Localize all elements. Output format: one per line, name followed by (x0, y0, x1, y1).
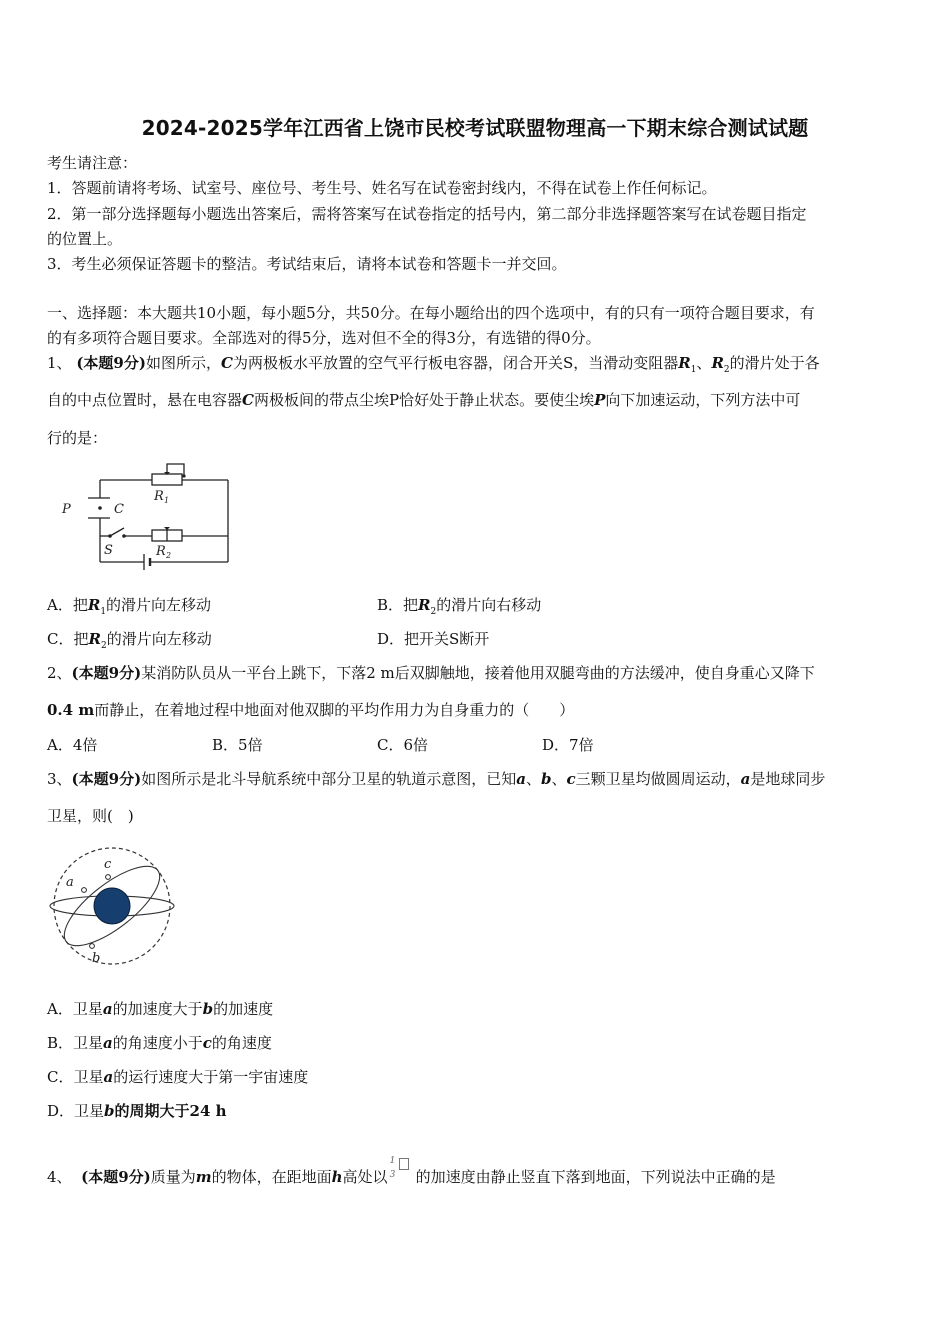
q1-var-r1: R (678, 354, 691, 372)
q2-score: (本题9分) (71, 664, 142, 682)
label-r1: R (154, 489, 164, 504)
q3-option-a[interactable] (47, 998, 273, 1019)
q1-line-1 (47, 352, 820, 375)
switch-contact (108, 534, 112, 538)
q3-sep: 、 (525, 770, 541, 788)
dust-p (98, 506, 102, 510)
option-label: C．卫星 (47, 1068, 104, 1086)
option-text: 的角速度小于 (112, 1034, 203, 1052)
option-label: A．卫星 (47, 1000, 103, 1018)
option-var: b (202, 1000, 214, 1018)
option-text: 的运行速度大于第一宇宙速度 (113, 1068, 309, 1086)
q3-var: a (516, 770, 526, 788)
q1-option-a[interactable] (47, 594, 211, 617)
q4-text: 质量为 (150, 1168, 196, 1186)
option-sub: 1 (100, 607, 107, 617)
q3-var: c (566, 770, 576, 788)
label-r1-sub: 1 (164, 496, 170, 505)
q3-option-b[interactable] (47, 1032, 272, 1053)
q4-score: (本题9分) (81, 1168, 151, 1186)
switch-contact (122, 534, 126, 538)
q1-text: 为两极板水平放置的空气平行板电容器，闭合开关S，当滑动变阻器 (232, 354, 679, 372)
option-text: 的角速度 (211, 1034, 272, 1052)
option-text: 的加速度大于 (112, 1000, 203, 1018)
option-sub: 2 (100, 641, 107, 651)
q2-option-c[interactable]: C．6倍 (377, 736, 429, 754)
q3-sep: 、 (551, 770, 567, 788)
q4-number: 4、 (47, 1168, 72, 1186)
q3-line-1 (47, 768, 825, 789)
option-var: a (103, 1034, 113, 1052)
satellite-a (82, 888, 87, 893)
q1-var-r2: R (711, 354, 724, 372)
q3-option-c[interactable] (47, 1066, 308, 1087)
q3-option-d[interactable] (47, 1100, 227, 1121)
notice-heading: 考生请注意： (47, 154, 138, 172)
satellite-c (106, 875, 111, 880)
q3-var: b (540, 770, 552, 788)
q1-number: 1、 (47, 354, 72, 372)
option-label: C．把 (47, 630, 89, 648)
q1-line-2 (47, 389, 800, 410)
option-var: R (418, 596, 431, 614)
q2-option-a[interactable]: A．4倍 (47, 736, 98, 754)
q1-var-c: C (220, 354, 233, 372)
q4-var: h (331, 1168, 343, 1186)
option-label: A．把 (47, 596, 88, 614)
q3-score: (本题9分) (71, 770, 142, 788)
q3-number: 3、 (47, 770, 72, 788)
option-var: a (103, 1068, 114, 1086)
q3-text: 是地球同步 (750, 770, 826, 788)
q2-text: 而静止，在着地过程中地面对他双脚的平均作用力为自身重力的（ ） (94, 701, 575, 719)
q1-option-d[interactable]: D．把开关S断开 (377, 630, 490, 648)
q1-option-c[interactable] (47, 628, 212, 651)
switch-s (110, 528, 124, 536)
label-p: P (62, 502, 71, 517)
q2-value: 0.4 m (47, 701, 95, 719)
q4-text: 的物体，在距地面 (211, 1168, 332, 1186)
option-text: 的周期大于24 h (114, 1102, 227, 1120)
earth (94, 888, 130, 924)
q2-option-b[interactable]: B．5倍 (212, 736, 263, 754)
circuit-diagram (52, 458, 242, 582)
notice-item-1: 1．答题前请将考场、试室号、座位号、考生号、姓名写在试卷密封线内，不得在试卷上作任何标记。 (47, 179, 717, 197)
option-text: 的滑片向右移动 (436, 596, 542, 614)
fraction-denominator: 3 (389, 1170, 396, 1180)
q4-text: 高处以 (342, 1168, 388, 1186)
q1-text: 向下加速运动，下列方法中可 (605, 391, 801, 409)
option-text: 的加速度 (213, 1000, 274, 1018)
q1-sep: 、 (696, 354, 712, 372)
q3-text: 如图所示是北斗导航系统中部分卫星的轨道示意图，已知 (141, 770, 517, 788)
label-s: S (104, 543, 113, 558)
q1-text: 如图所示， (145, 354, 221, 372)
q1-score: (本题9分) (76, 354, 146, 372)
resistor-r1 (152, 474, 182, 485)
section-instructions-2: 的有多项符合题目要求。全部选对的得5分，选对但不全的得3分，有选错的得0分。 (47, 329, 601, 347)
label-b: b (92, 951, 101, 966)
label-r2-sub: 2 (166, 551, 172, 560)
option-var: b (104, 1102, 115, 1120)
q1-text: 自的中点位置时，悬在电容器 (47, 391, 243, 409)
q4-text: 的加速度由静止竖直下落到地面，下列说法中正确的是 (415, 1168, 776, 1186)
option-var: a (102, 1000, 113, 1018)
label-c: c (104, 857, 112, 872)
q2-option-d[interactable]: D．7倍 (542, 736, 594, 754)
notice-item-2-cont: 的位置上。 (47, 230, 123, 248)
option-var: c (202, 1034, 212, 1052)
orbit-diagram (48, 846, 178, 970)
slider-joint (182, 474, 185, 477)
label-r2: R (156, 544, 166, 559)
option-var: R (87, 596, 101, 614)
q1-option-b[interactable] (377, 594, 541, 617)
notice-item-2: 2．第一部分选择题每小题选出答案后，需将答案写在试卷指定的括号内，第二部分非选择题答案写在试卷题目指定 (47, 205, 807, 223)
option-label: B．卫星 (47, 1034, 104, 1052)
q4-line-1 (47, 1156, 776, 1187)
option-text: 的滑片向左移动 (106, 630, 212, 648)
fraction-numerator: 1 (389, 1156, 396, 1166)
option-sub: 2 (430, 607, 437, 617)
label-a: a (66, 875, 74, 890)
q3-text: 三颗卫星均做圆周运动， (575, 770, 741, 788)
section-instructions-1: 一、选择题：本大题共10小题，每小题5分，共50分。在每小题给出的四个选项中，有的只有一项符合题目要求，有 (47, 304, 815, 322)
q3-var: a (740, 770, 751, 788)
q2-number: 2、 (47, 664, 72, 682)
q1-text: 两极板间的带点尘埃P恰好处于静止状态。要使尘埃 (253, 391, 595, 409)
q4-var: m (195, 1168, 212, 1186)
option-label: B．把 (377, 596, 419, 614)
page-title: 2024-2025学年江西省上饶市民校考试联盟物理高一下期末综合测试试题 (141, 116, 809, 140)
label-c: C (114, 502, 124, 517)
q2-line-2 (47, 699, 574, 720)
notice-item-3: 3．考生必须保证答题卡的整洁。考试结束后，请将本试卷和答题卡一并交回。 (47, 255, 567, 273)
option-var: R (88, 630, 101, 648)
q1-text: 的滑片处于各 (729, 354, 820, 372)
q1-var-p: P (594, 391, 606, 409)
q2-text: 某消防队员从一平台上跳下，下落2 m后双脚触地，接着他用双腿弯曲的方法缓冲，使自身重心又降下 (141, 664, 815, 682)
q2-line-1 (47, 662, 815, 683)
satellite-b (90, 944, 95, 949)
q1-var-c: C (242, 391, 254, 409)
q1-sub: 1 (690, 365, 697, 375)
q1-line-3: 行的是： (47, 429, 108, 447)
q3-line-2: 卫星，则( ) (47, 807, 134, 825)
q1-sub: 2 (723, 365, 730, 375)
fraction-placeholder-box (399, 1158, 409, 1170)
option-text: 的滑片向左移动 (106, 596, 212, 614)
option-label: D．卫星 (47, 1102, 105, 1120)
